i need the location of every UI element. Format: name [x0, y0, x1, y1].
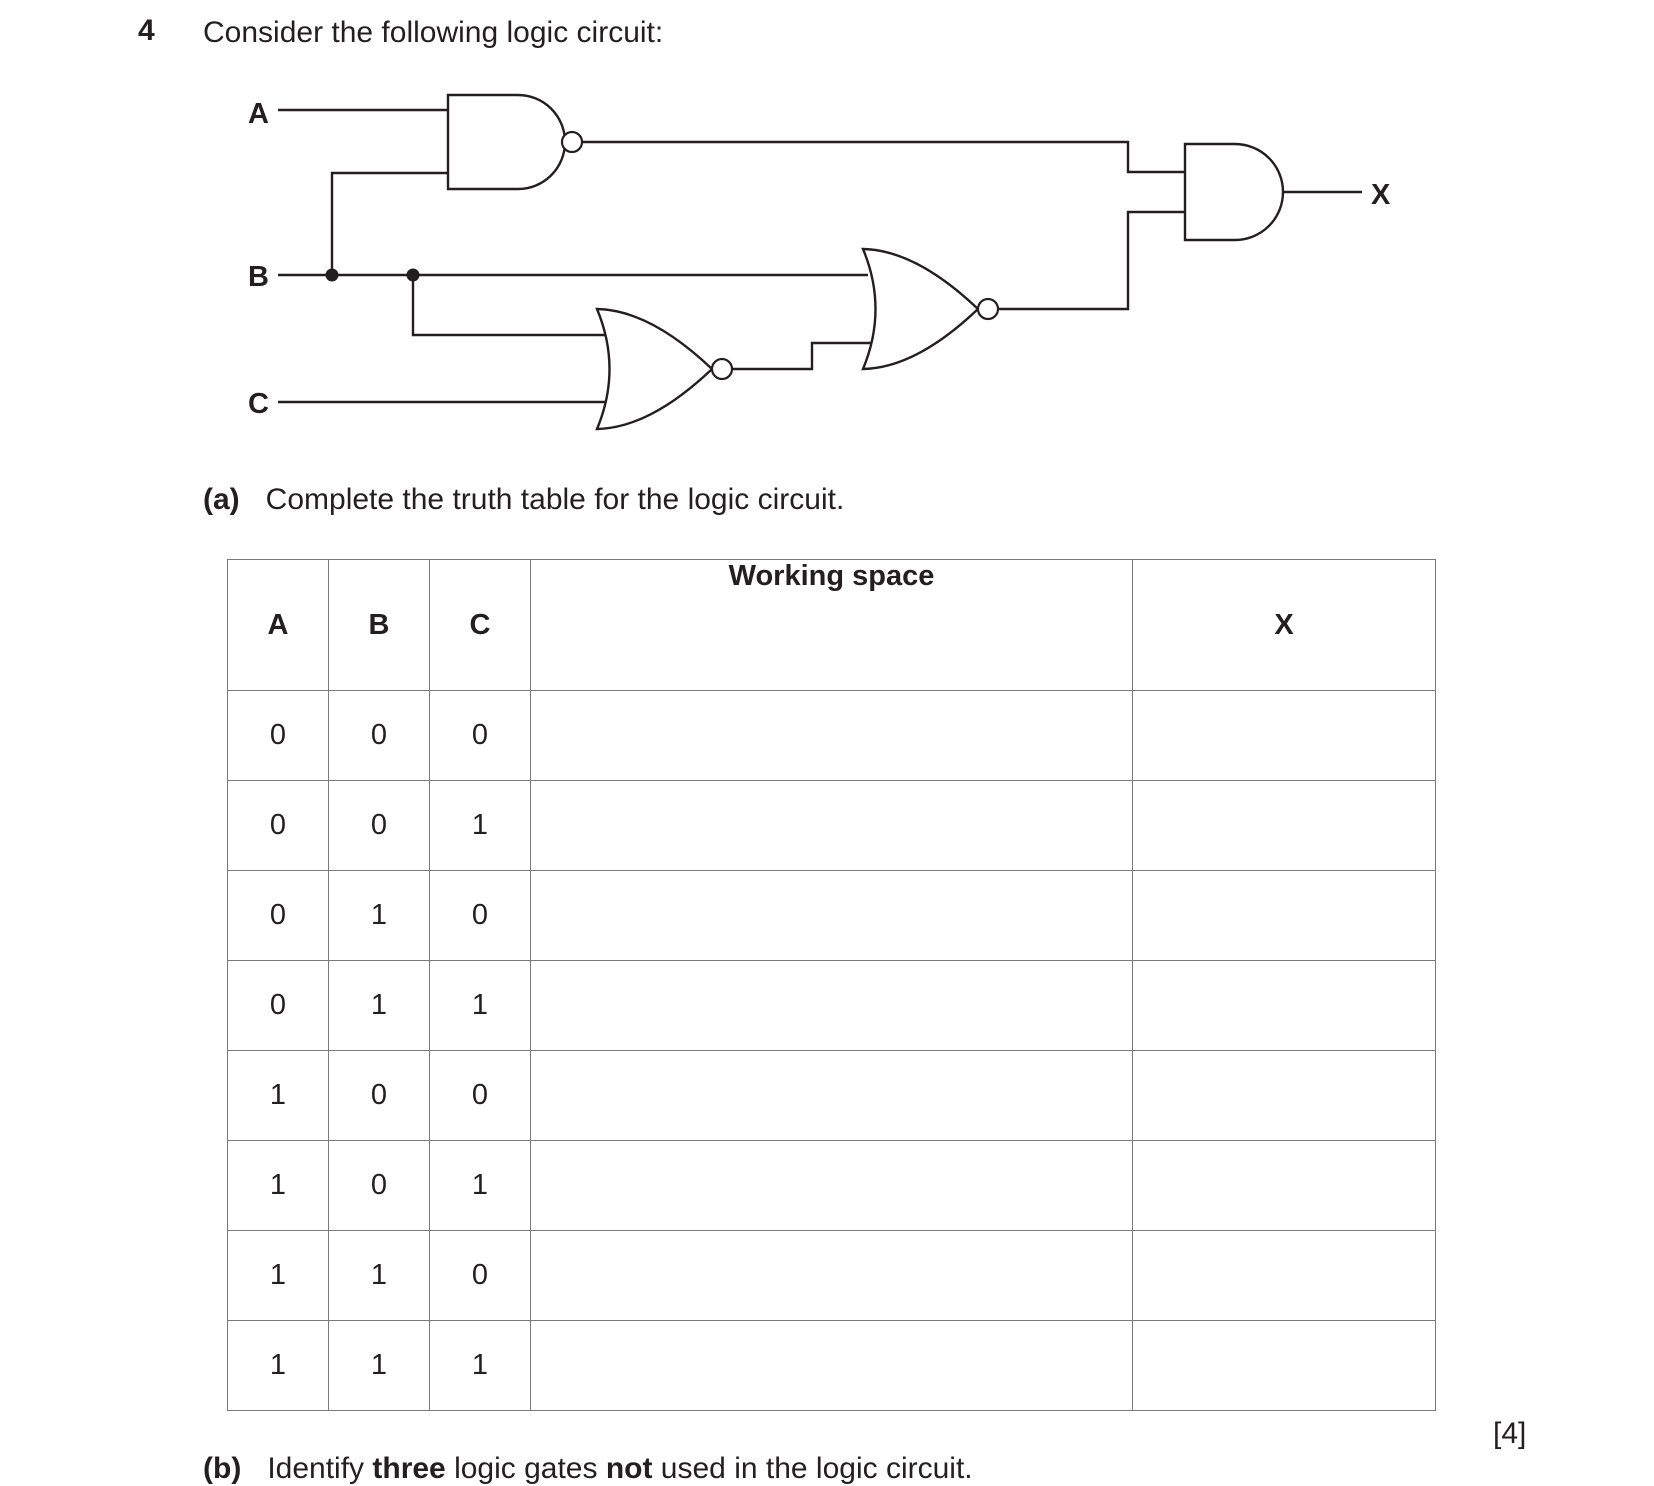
cell-a: 1	[228, 1141, 329, 1231]
cell-b: 0	[329, 1141, 430, 1231]
input-label-b: B	[248, 261, 269, 293]
x-answer-cell[interactable]	[1133, 871, 1436, 961]
cell-c: 0	[430, 1231, 531, 1321]
cell-b: 0	[329, 781, 430, 871]
x-answer-cell[interactable]	[1133, 1231, 1436, 1321]
working-space-cell[interactable]	[531, 1141, 1133, 1231]
working-space-cell[interactable]	[531, 1051, 1133, 1141]
table-row	[228, 1141, 1436, 1231]
truth-table	[227, 559, 1436, 1411]
working-space-cell[interactable]	[531, 1321, 1133, 1411]
working-space-cell[interactable]	[531, 691, 1133, 781]
cell-b: 0	[329, 691, 430, 781]
table-row	[228, 691, 1436, 781]
question-number: 4	[138, 14, 155, 47]
nor-gate-1	[597, 309, 732, 429]
part-b-bold-three: three	[372, 1452, 446, 1485]
table-row	[228, 961, 1436, 1051]
nand-gate	[448, 95, 582, 189]
cell-b: 1	[329, 1231, 430, 1321]
nor-gate-2	[863, 249, 998, 369]
table-row	[228, 781, 1436, 871]
output-label-x: X	[1371, 179, 1391, 211]
cell-c: 1	[430, 961, 531, 1051]
cell-a: 1	[228, 1051, 329, 1141]
part-b-label: (b)	[203, 1452, 242, 1485]
x-answer-cell[interactable]	[1133, 781, 1436, 871]
cell-b: 1	[329, 1321, 430, 1411]
table-row	[228, 1051, 1436, 1141]
header-x: X	[1133, 560, 1436, 691]
cell-b: 0	[329, 1051, 430, 1141]
header-working-space: Working space	[531, 560, 1133, 691]
part-b-text-before: Identify	[267, 1452, 373, 1485]
part-b-text-middle: logic gates	[445, 1452, 606, 1485]
table-row	[228, 1321, 1436, 1411]
x-answer-cell[interactable]	[1133, 1141, 1436, 1231]
cell-a: 0	[228, 961, 329, 1051]
table-row	[228, 871, 1436, 961]
junction-dot-b2	[407, 269, 420, 282]
header-c: C	[430, 560, 531, 691]
x-answer-cell[interactable]	[1133, 961, 1436, 1051]
working-space-cell[interactable]	[531, 781, 1133, 871]
part-a	[203, 483, 844, 517]
cell-b: 1	[329, 871, 430, 961]
question-text: Consider the following logic circuit:	[203, 16, 664, 49]
marks-label: [4]	[1493, 1417, 1527, 1450]
logic-circuit-diagram	[0, 0, 1654, 460]
cell-b: 1	[329, 961, 430, 1051]
cell-c: 1	[430, 1141, 531, 1231]
x-answer-cell[interactable]	[1133, 1321, 1436, 1411]
header-b: B	[329, 560, 430, 691]
part-b-bold-not: not	[605, 1452, 653, 1485]
part-b-text-after: used in the logic circuit.	[652, 1452, 973, 1485]
cell-c: 0	[430, 691, 531, 781]
x-answer-cell[interactable]	[1133, 1051, 1436, 1141]
cell-a: 0	[228, 871, 329, 961]
table-row	[228, 1231, 1436, 1321]
part-a-text: Complete the truth table for the logic circuit.	[265, 483, 845, 516]
junction-dot-b1	[326, 269, 339, 282]
input-label-a: A	[248, 98, 269, 130]
part-b	[203, 1452, 973, 1486]
cell-c: 1	[430, 781, 531, 871]
working-space-cell[interactable]	[531, 1231, 1133, 1321]
and-gate	[1185, 144, 1283, 240]
cell-c: 0	[430, 1051, 531, 1141]
header-a: A	[228, 560, 329, 691]
working-space-cell[interactable]	[531, 871, 1133, 961]
cell-c: 0	[430, 871, 531, 961]
cell-a: 1	[228, 1321, 329, 1411]
table-header-row	[228, 560, 1436, 691]
x-answer-cell[interactable]	[1133, 691, 1436, 781]
part-a-label: (a)	[203, 483, 240, 516]
cell-a: 1	[228, 1231, 329, 1321]
cell-a: 0	[228, 691, 329, 781]
cell-a: 0	[228, 781, 329, 871]
input-label-c: C	[248, 388, 269, 420]
cell-c: 1	[430, 1321, 531, 1411]
working-space-cell[interactable]	[531, 961, 1133, 1051]
